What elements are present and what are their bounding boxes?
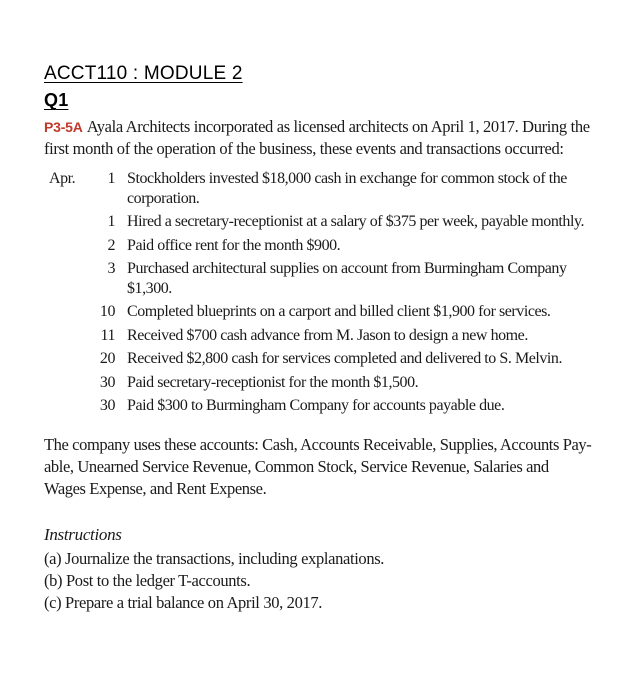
transaction-text: Hired a secretary-receptionist at a salary of $375 per week, payable monthly.	[127, 213, 584, 230]
transaction-day: 11	[100, 326, 115, 344]
problem-intro-text: Ayala Architects incorporated as licensed architects on April 1, 2017. During the first month of the operation of the business, these events and transactions occurred:	[44, 117, 590, 158]
transaction-row	[49, 349, 597, 373]
transaction-month	[49, 302, 85, 326]
problem-id: P3-5A	[44, 119, 83, 135]
instruction-item: (a) Journalize the transactions, including explanations.	[44, 548, 385, 568]
instruction-item: (b) Post to the ledger T-accounts.	[44, 570, 251, 590]
instruction-item: (c) Prepare a trial balance on April 30, 2017.	[44, 592, 323, 612]
transaction-day: 30	[99, 373, 115, 391]
transaction-month	[49, 396, 85, 420]
module-title: ACCT110 : MODULE 2	[44, 63, 243, 84]
transaction-row	[49, 212, 597, 236]
transaction-text: Received $700 cash advance from M. Jason to design a new home.	[127, 326, 528, 344]
transaction-row	[49, 236, 597, 260]
problem-content	[44, 62, 604, 614]
transaction-row	[49, 259, 597, 302]
transaction-text: Stockholders invested $18,000 cash in exchange for common stock of the corporation.	[127, 170, 567, 207]
transaction-day: 20	[99, 350, 115, 367]
instructions-title: Instructions	[44, 524, 122, 544]
problem-intro	[44, 116, 604, 160]
transaction-month	[49, 373, 85, 397]
transaction-text: Paid $300 to Burmingham Company for accounts payable due.	[127, 397, 505, 414]
transaction-text: Received $2,800 cash for services completed and delivered to S. Melvin.	[127, 350, 563, 367]
transaction-text: Paid office rent for the month $900.	[127, 236, 341, 254]
transaction-day: 1	[107, 213, 115, 230]
accounts-paragraph: The company uses these accounts: Cash, Accounts Receivable, Supplies, Accounts Pay-able, Unearned Service Revenue, Common Stock, Service Revenue, Salaries and Wages Expense, and Rent Expense.	[44, 434, 592, 498]
transaction-day: 2	[107, 236, 115, 254]
transaction-text: Purchased architectural supplies on account from Burmingham Company $1,300.	[127, 260, 567, 297]
transaction-row	[49, 396, 597, 420]
transaction-row	[49, 302, 597, 326]
transaction-month	[49, 326, 85, 350]
transaction-day: 10	[99, 303, 115, 320]
transaction-row	[49, 326, 597, 350]
transaction-month	[49, 212, 85, 236]
transaction-text: Completed blueprints on a carport and billed client $1,900 for services.	[127, 303, 551, 320]
transaction-month	[49, 236, 85, 260]
instructions-list	[44, 548, 604, 614]
transaction-row	[49, 373, 597, 397]
transaction-month: Apr.	[49, 170, 76, 187]
transaction-text: Paid secretary-receptionist for the month $1,500.	[127, 373, 419, 391]
transaction-day: 1	[107, 170, 115, 187]
transaction-month	[49, 259, 85, 302]
transaction-row	[49, 169, 597, 212]
transaction-day: 3	[107, 260, 115, 277]
question-label: Q1	[44, 90, 69, 110]
transaction-day: 30	[99, 397, 115, 414]
transactions-table	[49, 169, 597, 420]
transaction-month	[49, 349, 85, 373]
